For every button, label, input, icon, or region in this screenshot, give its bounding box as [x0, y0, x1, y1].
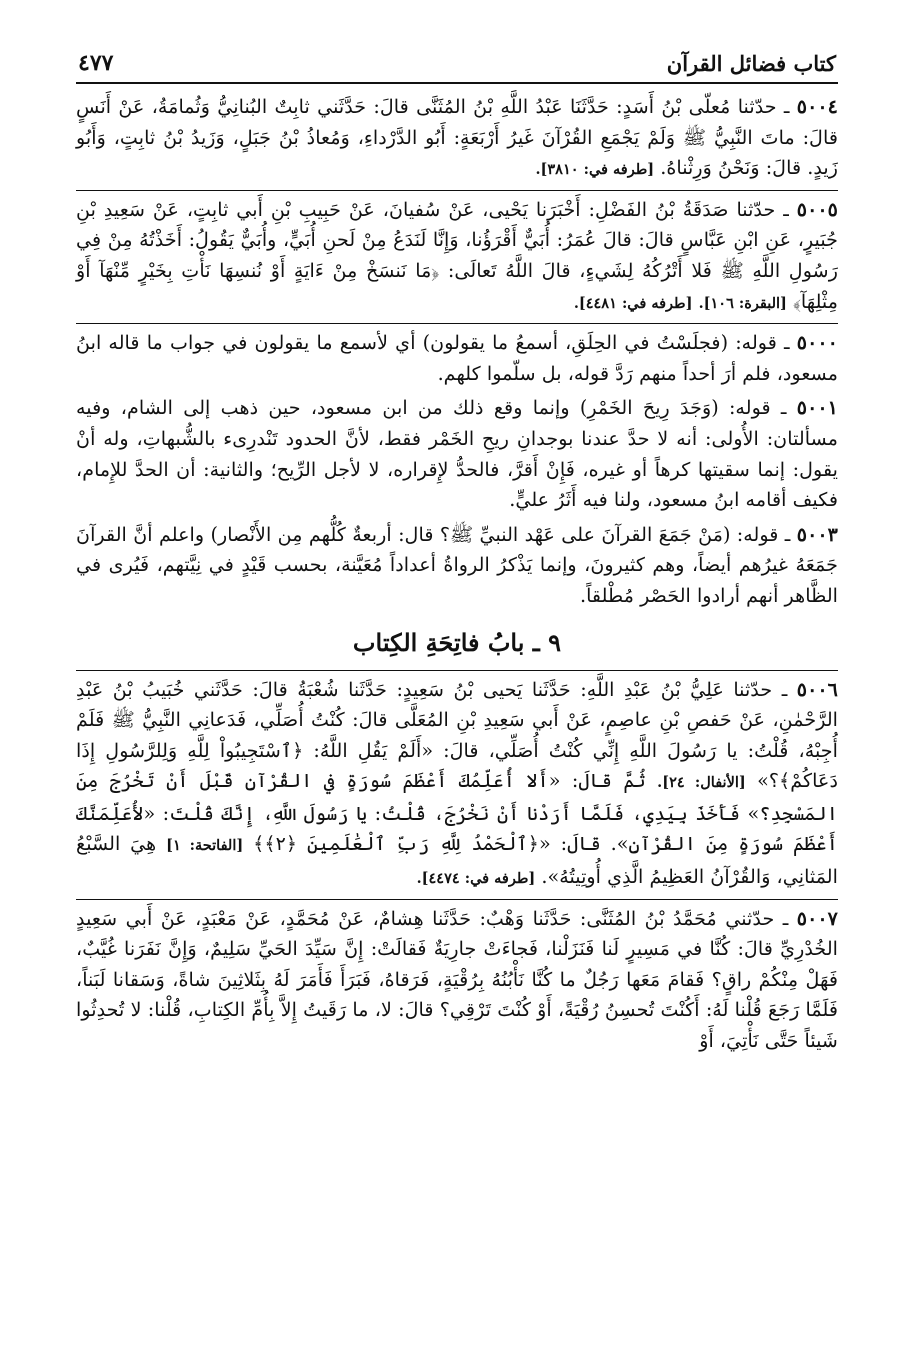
hadith-text: ـ حدّثني مُحَمَّدُ بْنُ المُثَنَّى: حَدَّثَنا وَهْبٌ: حَدَّثَنا هِشامٌ، عَنْ مُحَمَّدٍ، عَنْ مَعْبَدٍ، عَنْ أَبي سَعِيدٍ الخُدْرِيِّ قالَ: كُنَّا في مَسِيرٍ لَنا فَنَزَلْنا، فَجاءَتْ جارِيَةٌ فَقالَتْ: إِنَّ سَيِّدَ الحَيِّ سَلِيمٌ، وَإِنَّ نَفَرَنا غُيَّبٌ، فَهَلْ مِنْكُمْ راقٍ؟ فَقامَ مَعَها رَجُلٌ ما كُنَّا نَأْبُنُهُ بِرُقْيَةٍ، فَرَقاهُ، فَبَرَأَ فَأَمَرَ لَهُ بِثَلاثِينَ شاةً، وَسَقانا لَبَناً، فَلَمَّا رَجَعَ قُلْنا لَهُ: أَكُنْتَ تُحسِنُ رُقْيَةً، أَوْ كُنْتَ تَرْقِي؟ قالَ: لا، ما رَقَيتُ إِلاَّ بِأُمِّ الكِتابِ، قُلْنا: لا تُحدِثُوا شَيئاً حَتَّى نَأْتِيَ، أَوْ	[76, 906, 838, 1053]
hadith-text: ـ حدّثنا صَدَقَةُ بْنُ الفَضْلِ: أَخْبَرَنا يَحْيى، عَنْ سُفيانَ، عَنْ حَبِيبِ بْنِ أَبي ثابِتٍ، عَنْ سَعِيدِ بْنِ جُبَيرٍ، عَنِ ابْنِ عَبَّاسٍ قالَ: قالَ عُمَرُ: أُبَيٌّ أَقْرَؤُنا، وَإِنَّا لَنَدَعُ مِنْ لَحنِ أُبَيٍّ، وأُبَيٌّ يَقُولُ: أَخَذْتُهُ مِنْ فِي رَسُولِ اللَّهِ ﷺ فَلا أَتْرُكُهُ لِشَيءٍ، قالَ اللَّهُ تَعالَى: ﴿مَا نَنسَخْ مِنْ ءَايَةٍ أَوْ نُنسِهَا نَأْتِ بِخَيْرٍ مِّنْهَآ أَوْ مِثْلِهَآ﴾	[76, 197, 838, 313]
hadith-number: ٥٠٠٧	[796, 906, 838, 930]
hadith-5006	[76, 670, 838, 895]
book-title: كتاب فضائل القرآن	[666, 51, 836, 76]
hadith-text-continued: ثُمَّ قالَ: «أَلا أُعَلِّمُكَ أَعْظَمَ سُورَةٍ في القُرْآنِ قَبْلَ أَنْ تَخْرُجَ مِنَ المَسْجِدِ؟» فَأَخَذَ بِيَدِي، فَلَمَّا أَرَدْنا أَنْ نَخْرُجَ، قُلْتُ: يا رَسُولَ اللَّهِ، إِنَّكَ قُلْتَ: «لأُعَلِّمَنَّكَ أَعْظَمَ سُورَةٍ مِنَ القُرْآنِ». قالَ: «﴿ٱلْحَمْدُ لِلَّهِ رَبِّ ٱلْعَٰلَمِينَ ﴿٢﴾﴾	[76, 769, 839, 856]
cross-reference: [طرفه في: ٤٤٨١].	[573, 294, 693, 312]
hadith-text: ـ حدّثنا مُعلّى بْنُ أَسَدٍ: حَدَّثَنَا عَبْدُ اللَّهِ بْنُ المُثَنَّى قالَ: حَدَّثَني ثابِتٌ البُنانِيُّ وَثُمامَةُ، عَنْ أَنَسٍ قالَ: ماتَ النَّبِيُّ ﷺ وَلَمْ يَجْمَعِ القُرْآنَ غَيرُ أَرْبَعَةٍ: أَبُو الدَّرْداءِ، وَمُعاذُ بْنُ جَبَلٍ، وَزَيدُ بْنُ ثابِتٍ، وَأَبُو زَيدٍ. قالَ: وَنَحْنُ وَرِثْناهُ.	[76, 95, 838, 180]
commentary-text: ـ قوله: (مَنْ جَمَعَ القرآنَ على عَهْد النبيِّ ﷺ؟ قال: أربعةٌ كُلُّهم مِن الأَنْصار) واعلم أنَّ القرآنَ جَمَعَهُ غيرُهم أيضاً، وهم كثيرونَ، وإنما يَذْكرُ الرواةُ أعداداً مُعَيَّنة، بحسب قَيْدٍ في نِيَّتهم، فَيُرى في الظَّاهر أنهم أرادوا الحَصْر مُطْلقاً.	[76, 522, 838, 607]
commentary-number: ٥٠٠١	[796, 396, 838, 420]
hadith-number: ٥٠٠٤	[796, 95, 838, 118]
commentary-5001	[76, 393, 838, 515]
quran-reference: [الأنفال: ٢٤].	[657, 774, 746, 792]
commentary-5000	[76, 323, 838, 389]
hadith-text-continued: هِيَ السَّبْعُ المَثانِي، وَالقُرْآنُ العَظِيمُ الَّذِي أُوتِيتُهُ».	[76, 832, 838, 889]
commentary-number: ٥٠٠٣	[796, 522, 838, 546]
quran-reference: [البقرة: ١٠٦].	[698, 294, 787, 312]
hadith-text: ـ حدّثنا عَلِيُّ بْنُ عَبْدِ اللَّهِ: حَدَّثَنا يَحيى بْنُ سَعِيدٍ: حَدَّثَنا شُعْبَةُ قالَ: حَدَّثَني خُبَيبُ بْنُ عَبْدِ الرَّحْمٰنِ، عَنْ حَفصِ بْنِ عاصِمٍ، عَنْ أَبي سَعِيدِ بْنِ المُعَلَّى قالَ: كُنْتُ أُصَلِّي، فَدَعانِي النَّبِيُّ ﷺ فَلَمْ أُجِبْهُ، قُلْتُ: يا رَسُولَ اللَّهِ إِنِّي كُنْتُ أُصَلِّي، قالَ: «أَلَمْ يَقُلِ اللَّهُ: ﴿ٱسْتَجِيبُواْ لِلَّهِ وَلِلرَّسُولِ إِذَا دَعَاكُمْ﴾؟»	[76, 677, 838, 793]
commentary-text: ـ قوله: (فجلَسْتُ في الحِلَقِ، أسمعُ ما يقولون) أي لأسمع ما يقولون في جواب ما قاله ابنُ مسعود، فلم أرَ أحداً منهم رَدَّ قوله، بل سلّموا كلهم.	[76, 331, 838, 385]
cross-reference: [طرفه في: ٣٨١٠].	[535, 161, 655, 179]
hadith-5005	[76, 190, 838, 319]
commentary-text: ـ قوله: (وَجَدَ رِيحَ الخَمْرِ) وإنما وقع ذلك من ابن مسعود، حين ذهب إلى الشام، وفيه مسألتان: الأُولى: أنه لا حدَّ عندنا بوجدانِ ريحِ الخَمْر فقط، لأنَّ الحدود تَنْدرِىء بالشُّبهاتِ، وله أنْ يقول: إنما سقيتها كرهاً أو غيره، فَإِنْ أَقرَّ، فالحدُّ لإِقراره، لا لأجل الرِّيح؛ والثانية: أن الحدَّ للإِمام، فكيف أقامه ابنُ مسعود، ولنا فيه أَثَرُ عليٍّ.	[76, 396, 838, 512]
chapter-heading: ٩ ـ بابُ فاتِحَةِ الكِتاب	[352, 627, 562, 657]
hadith-5004	[76, 92, 838, 186]
cross-reference: [طرفه في: ٤٤٧٤].	[416, 870, 536, 888]
commentary-5003	[76, 520, 838, 612]
quran-reference: [الفاتحة: ١]	[166, 837, 244, 855]
hadith-5007	[76, 899, 838, 1057]
hadith-number: ٥٠٠٥	[796, 197, 838, 221]
page-content	[76, 84, 838, 1057]
page-header	[76, 40, 838, 84]
commentary-number: ٥٠٠٠	[796, 331, 838, 355]
page-number: ٤٧٧	[78, 50, 114, 76]
hadith-number: ٥٠٠٦	[796, 677, 838, 701]
